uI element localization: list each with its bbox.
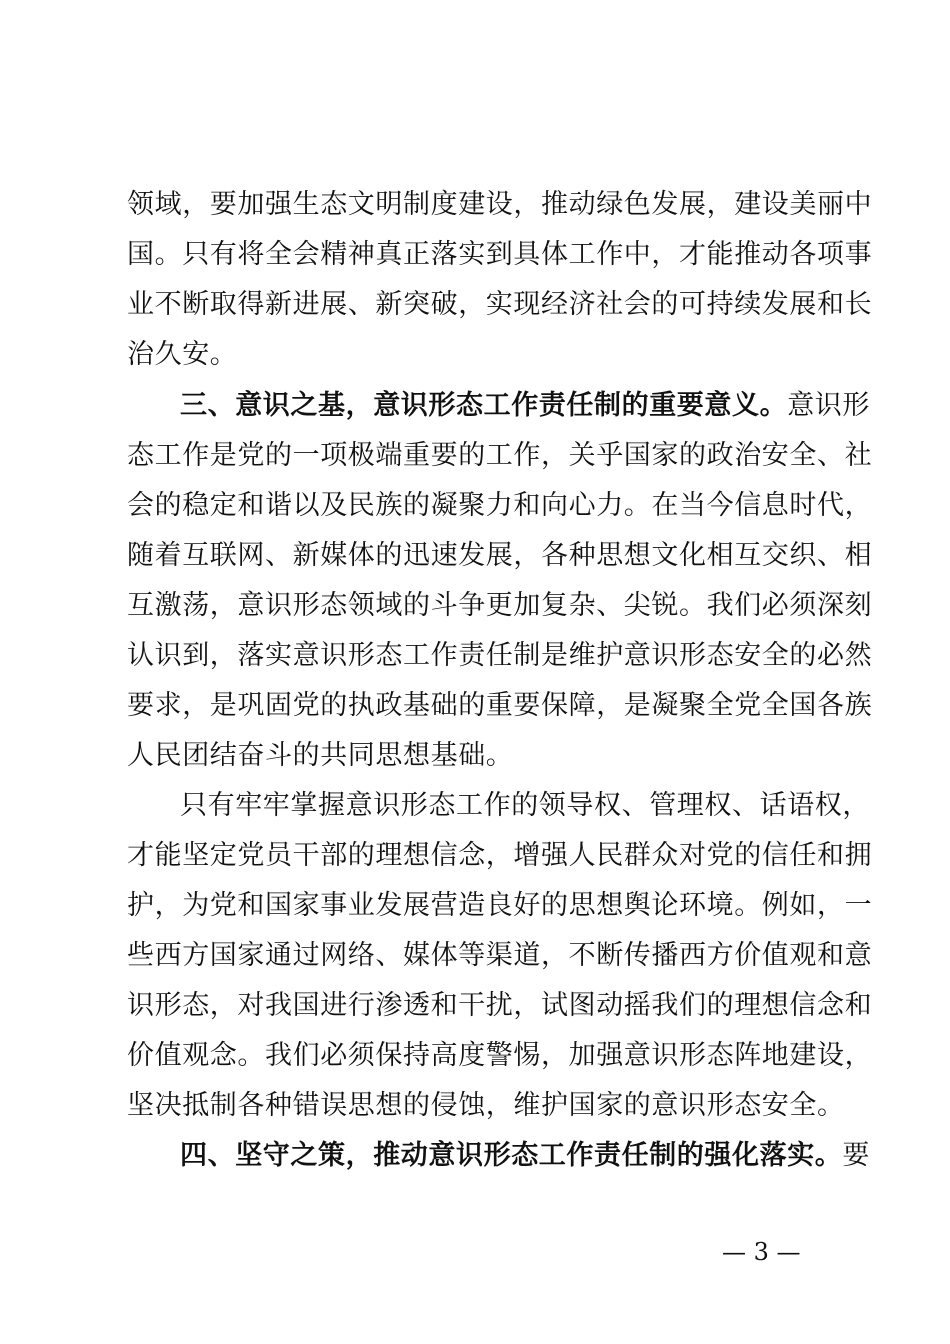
text-line: 态工作是党的一项极端重要的工作，关乎国家的政治安全、社 [127, 440, 873, 471]
text-line: 互激荡，意识形态领域的斗争更加复杂、尖锐。我们必须深刻 [127, 590, 873, 621]
section-heading: 三、意识之基，意识形态工作责任制的重要意义。 [180, 390, 788, 421]
section-heading-line: 三、意识之基，意识形态工作责任制的重要意义。意识形 [180, 390, 871, 421]
text-line: 才能坚定党员干部的理想信念，增强人民群众对党的信任和拥 [127, 840, 873, 871]
text-line: 些西方国家通过网络、媒体等渠道，不断传播西方价值观和意 [127, 940, 873, 971]
text-line: 国。只有将全会精神真正落实到具体工作中，才能推动各项事 [127, 239, 873, 270]
text-line: 坚决抵制各种错误思想的侵蚀，维护国家的意识形态安全。 [127, 1090, 845, 1121]
text-line: 护，为党和国家事业发展营造良好的思想舆论环境。例如，一 [127, 890, 873, 921]
text-line: 治久安。 [127, 339, 238, 370]
section-heading-line: 四、坚守之策，推动意识形态工作责任制的强化落实。要 [180, 1140, 871, 1171]
text-line: 要求，是巩固党的执政基础的重要保障，是凝聚全党全国各族 [127, 690, 873, 721]
text-line: 会的稳定和谐以及民族的凝聚力和向心力。在当今信息时代， [127, 490, 873, 521]
text-line: 认识到，落实意识形态工作责任制是维护意识形态安全的必然 [127, 640, 873, 671]
text-line: 只有牢牢掌握意识形态工作的领导权、管理权、话语权， [180, 790, 870, 821]
text-line: 业不断取得新进展、新突破，实现经济社会的可持续发展和长 [127, 289, 873, 320]
text-line: 价值观念。我们必须保持高度警惕，加强意识形态阵地建设， [127, 1040, 873, 1071]
text-line: 领域，要加强生态文明制度建设，推动绿色发展，建设美丽中 [127, 189, 873, 220]
text-line: 识形态，对我国进行渗透和干扰，试图动摇我们的理想信念和 [127, 990, 873, 1021]
text-line: 随着互联网、新媒体的迅速发展，各种思想文化相互交织、相 [127, 540, 873, 571]
section-heading: 四、坚守之策，推动意识形态工作责任制的强化落实。 [180, 1140, 843, 1171]
text-line: 人民团结奋斗的共同思想基础。 [127, 740, 514, 771]
page-number: — 3 — [722, 1238, 801, 1266]
